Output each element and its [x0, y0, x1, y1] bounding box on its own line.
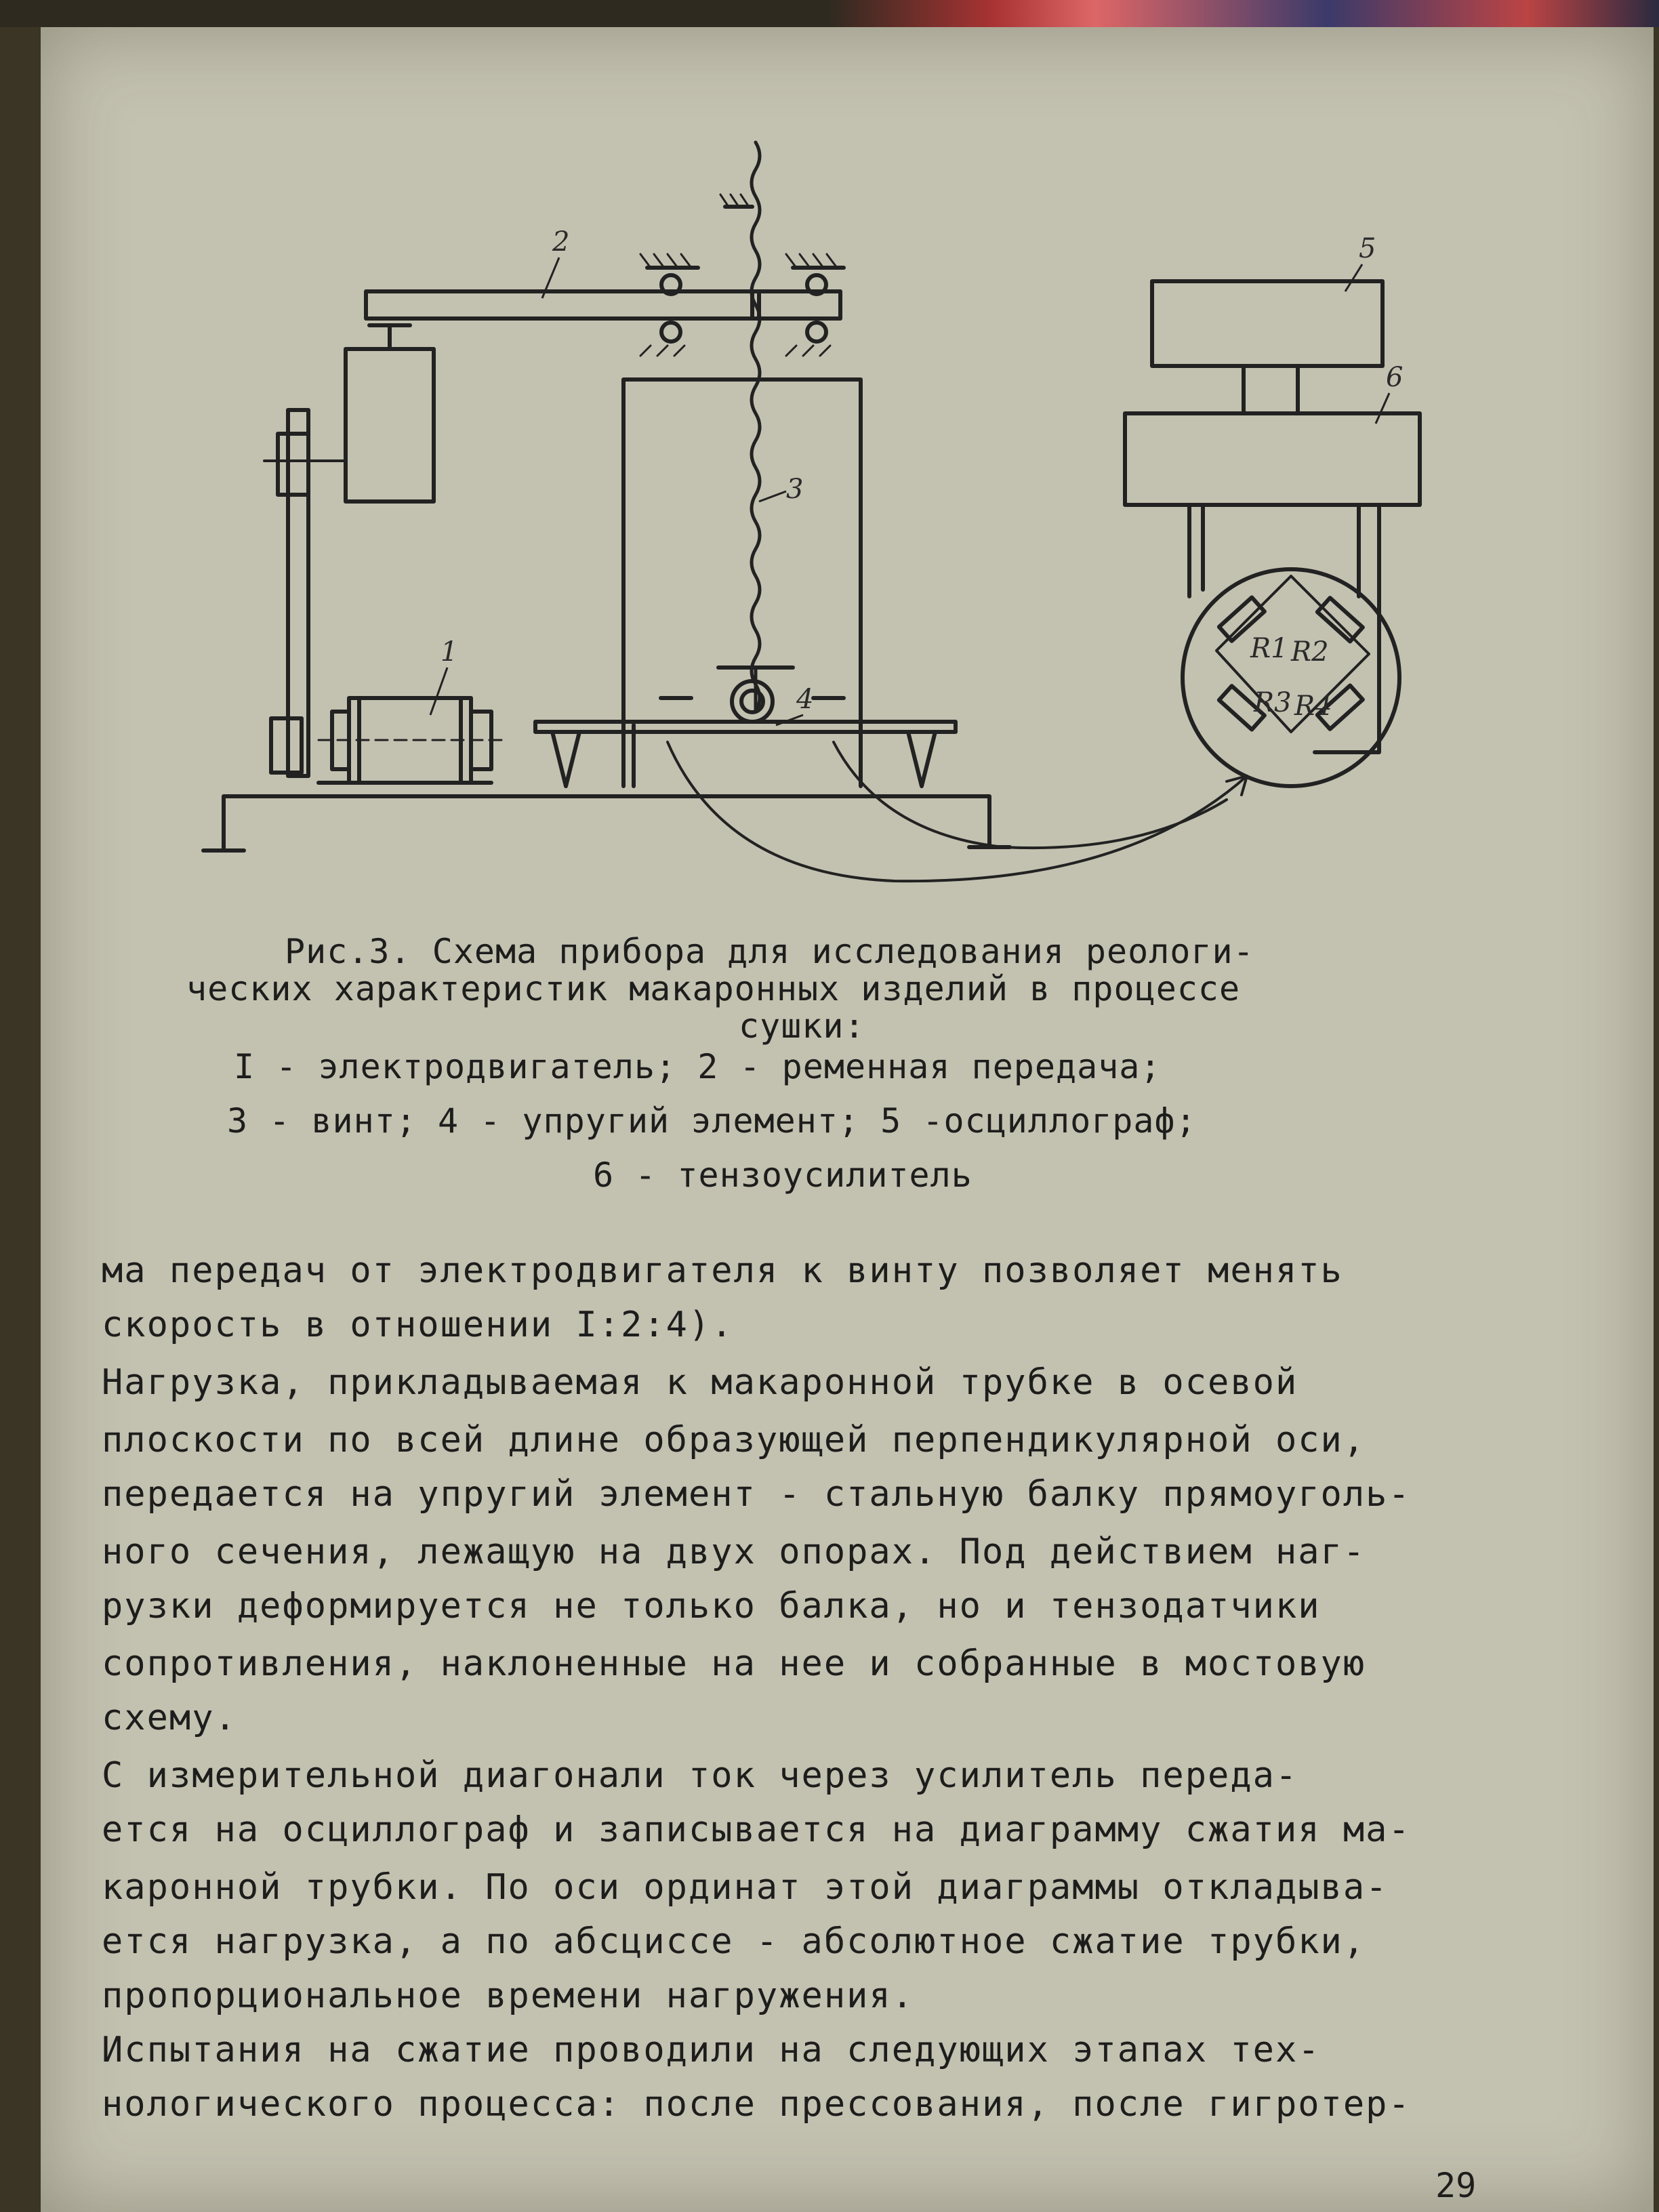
elastic-element	[535, 722, 956, 732]
sample-tube	[732, 681, 773, 722]
oscilloscope	[1152, 281, 1382, 366]
body-line: ется на осциллограф и записывается на диаграмму сжатия ма-	[102, 1809, 1411, 1850]
strain-bridge	[1183, 569, 1399, 786]
body-line: ется нагрузка, а по абсциссе - абсолютное сжатие трубки,	[102, 1921, 1366, 1962]
caption-line-2: ческих характеристик макаронных изделий в процессе	[186, 969, 1241, 1008]
screw	[752, 142, 760, 712]
label-r3: R3	[1254, 687, 1292, 718]
caption-line-1: Рис.3. Схема прибора для исследования реологи-	[285, 932, 1254, 971]
body-line: нологического процесса: после прессования, после гигротер-	[102, 2084, 1411, 2125]
body-line: сопротивления, наклоненные на нее и собранные в мостовую	[102, 1643, 1366, 1684]
label-5: 5	[1359, 233, 1376, 264]
body-line: скорость в отношении I:2:4).	[102, 1305, 734, 1345]
horizontal-belt	[366, 291, 759, 319]
body-line: передается на упругий элемент - стальную балку прямоуголь-	[102, 1474, 1411, 1515]
body-line: ного сечения, лежащую на двух опорах. Под действием наг-	[102, 1532, 1366, 1572]
housing	[623, 380, 861, 786]
vertical-belt	[288, 410, 308, 776]
caption-line-3: сушки:	[739, 1006, 865, 1046]
label-1: 1	[441, 636, 458, 668]
body-line: Испытания на сжатие проводили на следующих этапах тех-	[102, 2030, 1321, 2070]
body-line: плоскости по всей длине образующей перпендикулярной оси,	[102, 1420, 1366, 1460]
label-r2: R2	[1291, 636, 1329, 668]
body-line: схему.	[102, 1698, 237, 1738]
label-3: 3	[786, 474, 804, 505]
tensoamplifier	[1125, 413, 1420, 505]
signal-wire	[668, 742, 1247, 881]
caption-line-6: 6 - тензоусилитель	[593, 1155, 972, 1195]
page-number: 29	[1435, 2166, 1477, 2205]
label-r1: R1	[1250, 633, 1288, 664]
body-line: С измерительной диагонали ток через усилитель переда-	[102, 1755, 1298, 1796]
base-frame	[224, 796, 989, 851]
body-line: пропорциональное времени нагружения.	[102, 1975, 915, 2016]
apparatus-diagram	[0, 0, 1659, 908]
label-2: 2	[552, 226, 570, 258]
body-line: Нагрузка, прикладываемая к макаронной трубке в осевой	[102, 1362, 1298, 1403]
body-line: каронной трубки. По оси ординат этой диаграммы откладыва-	[102, 1867, 1389, 1908]
label-6: 6	[1386, 362, 1404, 393]
gearbox	[346, 349, 434, 501]
caption-line-5: 3 - винт; 4 - упругий элемент; 5 -осциллограф;	[227, 1101, 1197, 1141]
body-line: рузки деформируется не только балка, но и тензодатчики	[102, 1586, 1321, 1626]
body-line: ма передач от электродвигателя к винту позволяет менять	[102, 1250, 1343, 1291]
label-4: 4	[796, 684, 814, 715]
label-r4: R4	[1294, 691, 1332, 722]
caption-line-4: I - электродвигатель; 2 - ременная передача;	[234, 1047, 1162, 1086]
